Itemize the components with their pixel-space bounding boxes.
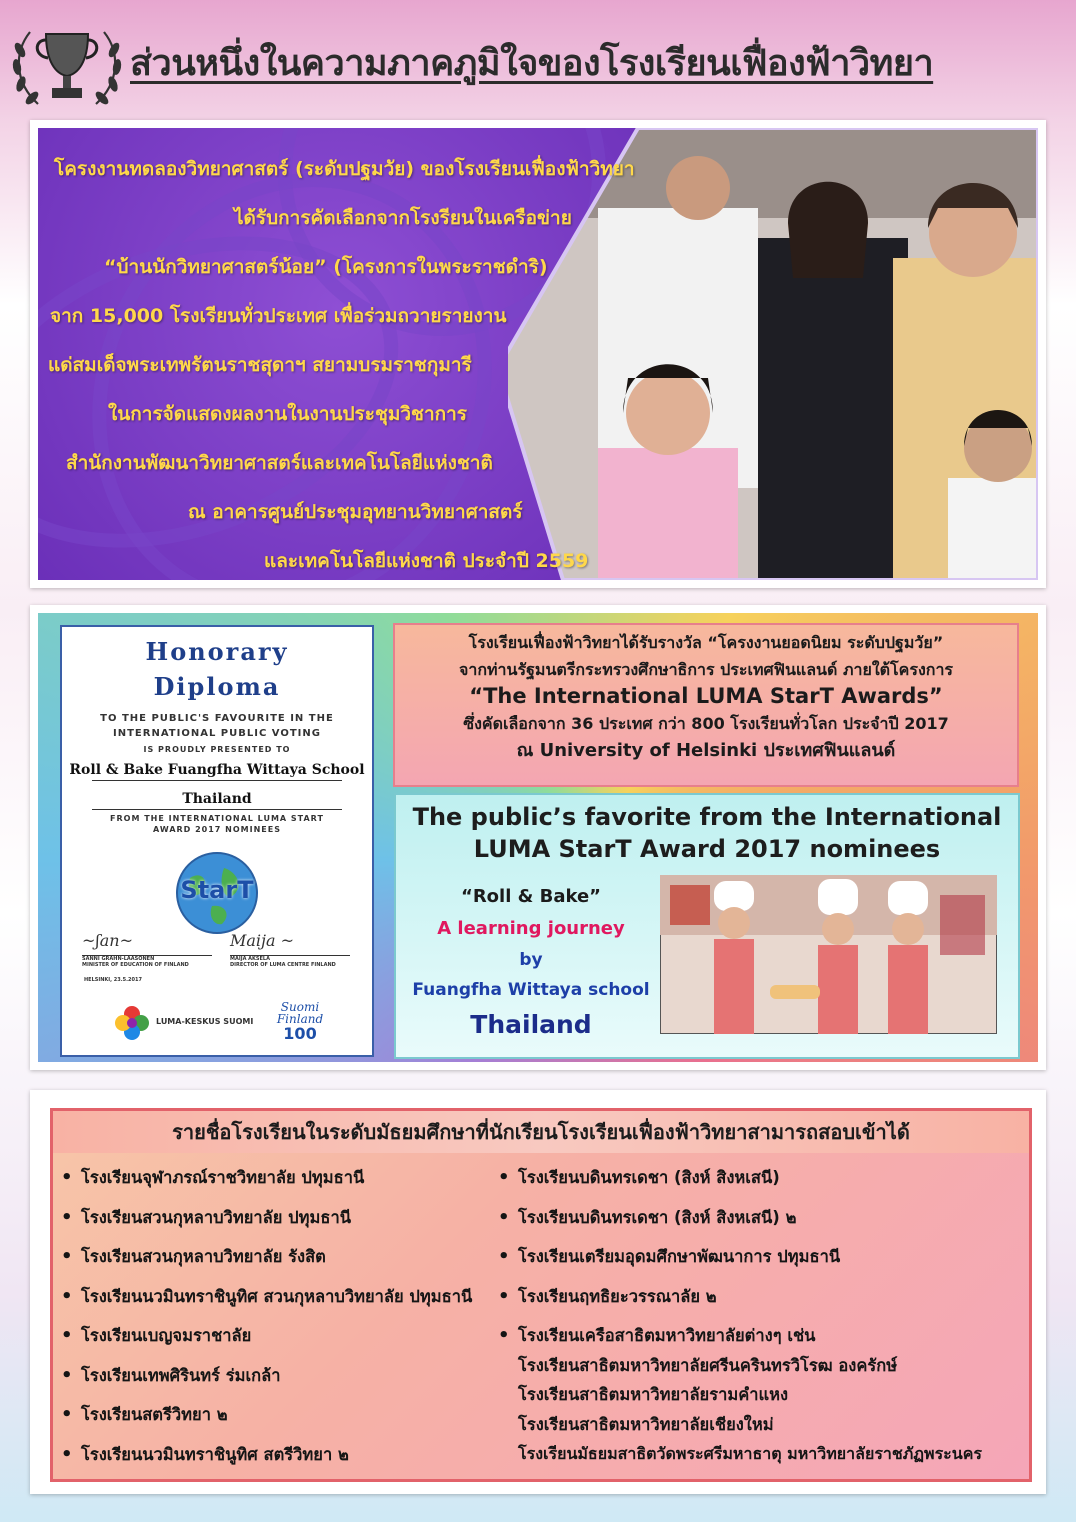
diploma-place-date: HELSINKI, 23.5.2017 [84,977,142,983]
favorite-title-line: LUMA StarT Award 2017 nominees [473,835,941,863]
royal-visit-panel [30,120,1046,588]
list-subitem: โรงเรียนสาธิตมหาวิทยาลัยศรีนครินทรวิโรฒ องครักษ์ [518,1355,898,1375]
finland-text: Finland [276,1012,324,1026]
luma-keskus-label: LUMA-KESKUS SUOMI [156,1017,254,1026]
honorary-diploma [60,625,374,1057]
list-item: • โรงเรียนเครือสาธิตมหาวิทยาลัยต่างๆ เช่น [496,1321,982,1351]
project-school: Fuangfha Wittaya school [412,980,650,1000]
start-globe-logo [172,848,262,938]
diploma-text: IS PROUDLY PRESENTED TO [143,745,291,754]
list-item: • โรงเรียนจุฬาภรณ์ราชวิทยาลัย ปทุมธานี [59,1163,472,1203]
award-line: จากท่านรัฐมนตรีกระทรวงศึกษาธิการ ประเทศฟินแลนด์ ภายใต้โครงการ [458,660,954,679]
list-item: • โรงเรียนเตรียมอุดมศึกษาพัฒนาการ ปทุมธานี [496,1242,982,1282]
diploma-text: INTERNATIONAL PUBLIC VOTING [113,728,321,739]
royal-visit-line: และเทคโนโลยีแห่งชาติ ประจำปี 2559 [264,550,589,572]
award-description [393,623,1019,787]
project-name: “Roll & Bake” [460,886,602,907]
luma-award-panel [30,605,1046,1070]
list-item: • โรงเรียนบดินทรเดชา (สิงห์ สิงหเสนี) [496,1163,982,1203]
schools-left-column [59,1163,472,1479]
public-favorite-title [396,801,1018,865]
list-item: • โรงเรียนสวนกุหลาบวิทยาลัย รังสิต [59,1242,472,1282]
project-subtitle: A learning journey [437,918,625,939]
public-favorite-box [394,793,1020,1059]
signature-block [230,931,350,968]
list-subitem: โรงเรียนมัธยมสาธิตวัดพระศรีมหาธาตุ มหาวิทยาลัยราชภัฏพระนคร [518,1444,983,1463]
royal-visit-line: จาก 15,000 โรงเรียนทั่วประเทศ เพื่อร่วมถวายรายงาน [50,305,507,327]
royal-visit-line: สำนักงานพัฒนาวิทยาศาสตร์และเทคโนโลยีแห่งชาติ [66,452,493,474]
royal-visit-background [38,128,1038,580]
header [0,0,1076,115]
diploma-country: Thailand [182,791,252,807]
signature-scribble: Maija ~ [230,931,295,950]
signature-block [82,931,212,968]
signatory-title: DIRECTOR OF LUMA CENTRE FINLAND [230,962,336,968]
diploma-school: Roll & Bake Fuangfha Wittaya School [69,762,365,778]
favorite-title-line: The public’s favorite from the International [412,803,1002,831]
list-item: • โรงเรียนนวมินทราชินูทิศ สตรีวิทยา ๒ [59,1440,472,1480]
list-item: • โรงเรียนสตรีวิทยา ๒ [59,1400,472,1440]
suomi-finland-100-logo [270,1001,330,1043]
list-item: • โรงเรียนบดินทรเดชา (สิงห์ สิงหเสนี) ๒ [496,1203,982,1243]
diploma-text: AWARD 2017 NOMINEES [153,825,281,834]
project-by: by [519,950,543,970]
royal-visit-photo [508,128,1038,580]
royal-visit-line: “บ้านนักวิทยาศาสตร์น้อย” (โครงการในพระราชดำริ) [104,256,548,278]
award-line: “The International LUMA StarT Awards” [469,684,943,708]
royal-visit-line: โครงงานทดลองวิทยาศาสตร์ (ระดับปฐมวัย) ของโรงเรียนเฟื่องฟ้าวิทยา [54,158,635,180]
award-line: ณ University of Helsinki ประเทศฟินแลนด์ [516,740,896,761]
signatory-title: MINISTER OF EDUCATION OF FINLAND [82,962,189,968]
start-logo-text: StarT [180,876,254,904]
list-item: • โรงเรียนสวนกุหลาบวิทยาลัย ปทุมธานี [59,1203,472,1243]
secondary-schools-panel [30,1090,1046,1494]
project-country: Thailand [470,1010,592,1039]
list-item: • โรงเรียนเบญจมราชาลัย [59,1321,472,1361]
list-subitem: โรงเรียนสาธิตมหาวิทยาลัยรามคำแหง [518,1385,789,1404]
royal-visit-line: ณ อาคารศูนย์ประชุมอุทยานวิทยาศาสตร์ [188,501,523,523]
luma-award-background [38,613,1038,1062]
secondary-schools-list [50,1108,1032,1482]
page-title: ส่วนหนึ่งในความภาคภูมิใจของโรงเรียนเฟื่องฟ้าวิทยา [130,43,934,84]
signatory-name: MAIJA AKSELA [230,956,270,962]
signatory-name: SANNI GRAHN-LAASONEN [82,956,155,962]
signature-scribble: ~ʃan~ [82,931,133,950]
diploma-text: FROM THE INTERNATIONAL LUMA START [110,814,324,823]
luma-flower-icon [114,1005,150,1041]
diploma-title: Honorary [145,637,289,666]
award-line: ซึ่งคัดเลือกจาก 36 ประเทศ กว่า 800 โรงเรียนทั่วโลก ประจำปี 2017 [463,714,949,733]
schools-heading: รายชื่อโรงเรียนในระดับมัธยมศึกษาที่นักเรียนโรงเรียนเฟื่องฟ้าวิทยาสามารถสอบเข้าได้ [53,1111,1029,1153]
list-item: • โรงเรียนเทพศิรินทร์ ร่มเกล้า [59,1361,472,1401]
royal-visit-line: แด่สมเด็จพระเทพรัตนราชสุดาฯ สยามบรมราชกุมารี [48,354,472,376]
suomi-text: Suomi [280,1000,320,1014]
royal-visit-line: ได้รับการคัดเลือกจากโรงรียนในเครือข่าย [234,207,572,229]
roll-and-bake-photo [660,875,997,1034]
hundred-text: 100 [283,1024,317,1043]
list-item: • โรงเรียนนวมินทราชินูทิศ สวนกุหลาบวิทยาลัย ปทุมธานี [59,1282,472,1322]
trophy-laurel-icon [8,22,126,112]
award-line: โรงเรียนเฟื่องฟ้าวิทยาได้รับรางวัล “โครงงานยอดนิยม ระดับปฐมวัย” [468,633,944,652]
royal-visit-line: ในการจัดแสดงผลงานในงานประชุมวิชาการ [108,403,467,425]
list-item: • โรงเรียนฤทธิยะวรรณาลัย ๒ [496,1282,982,1322]
project-credit [396,881,666,1045]
schools-right-column [496,1163,982,1469]
diploma-text: TO THE PUBLIC'S FAVOURITE IN THE [100,713,334,724]
diploma-title: Diploma [153,672,281,701]
list-subitem: โรงเรียนสาธิตมหาวิทยาลัยเชียงใหม่ [518,1414,774,1434]
